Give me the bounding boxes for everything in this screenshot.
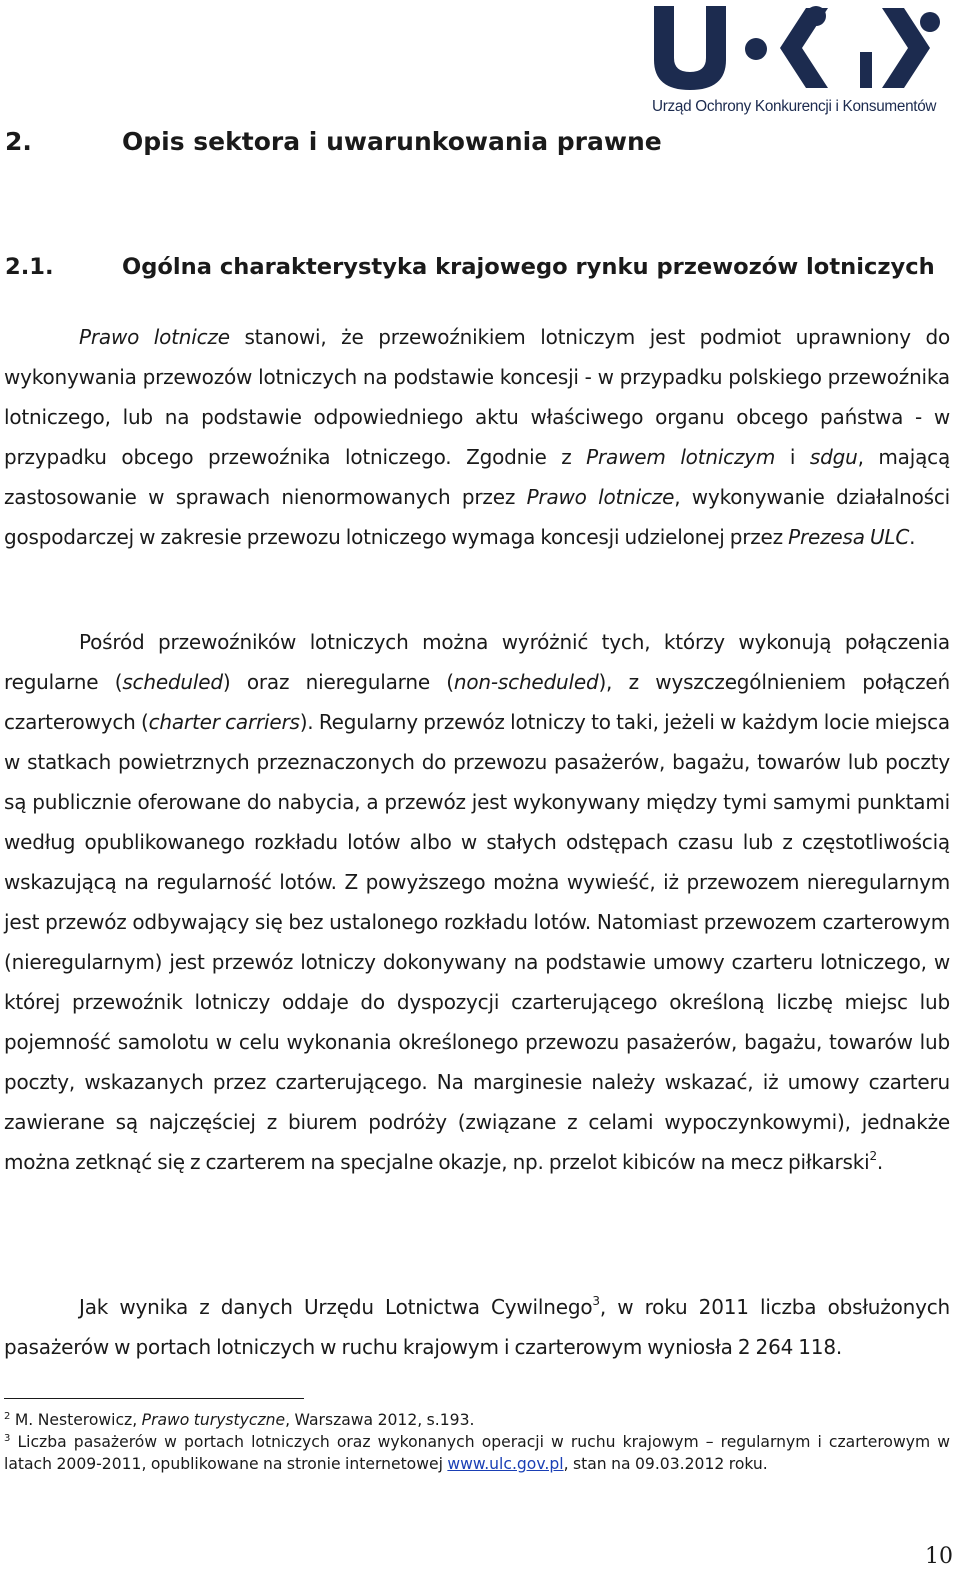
italic-term: Prezesa ULC	[788, 525, 910, 549]
italic-term: non-scheduled	[453, 670, 599, 694]
footnote-ref-3[interactable]: 3	[592, 1294, 600, 1308]
text-run: Jak wynika z danych Urzędu Lotnictwa Cywilnego	[79, 1295, 593, 1319]
text-run: .	[909, 525, 916, 549]
text-run: , mającą zastosowanie w sprawach nienormowanych przez	[4, 445, 950, 509]
footnote-separator	[4, 1398, 304, 1399]
italic-term: scheduled	[122, 670, 223, 694]
text-run: i	[775, 445, 810, 469]
text-run: , wykonywanie działalności gospodarczej w zakresie przewozu lotniczego wymaga koncesji udzielonej przez	[4, 485, 950, 549]
italic-term: charter carriers	[148, 710, 300, 734]
paragraph-1-text	[4, 317, 950, 557]
paragraph-3-text	[4, 1287, 950, 1367]
italic-term: sdgu	[809, 445, 858, 469]
uokik-logo-icon	[650, 2, 946, 98]
italic-term: Prawo lotnicze	[79, 325, 230, 349]
italic-term: Prawo lotnicze	[526, 485, 675, 509]
text-run: ). Regularny przewóz lotniczy to taki, jeżeli w każdym locie miejsca w statkach powietrznych przeznaczonych do przewozu pasażerów, bagażu, towarów lub poczty są publicznie oferowane do nabycia, a przewóz jest wykonywany między tymi samymi punktami według opublikowanego rozkładu lotów albo w stałych odstępach czasu lub z częstotliwością wskazującą na regularność lotów. Z powyższego można wywieść, iż przewozem nieregularnym jest przewóz odbywający się bez ustalonego rozkładu lotów. Natomiast przewozem czarterowym (nieregularnym) jest przewóz lotniczy dokonywany na podstawie umowy czarteru lotniczego, w której przewoźnik lotniczy oddaje do dyspozycji czarterującego określoną liczbę miejsc lub pojemność samolotu w celu wykonania określonego przewozu pasażerów, bagażu, towarów lub poczty, wskazanych przez czarterującego. Na marginesie należy wskazać, iż umowy czarteru zawierane są najczęściej z biurem podróży (związane z celami wypoczynkowymi), jednakże można zetknąć się z czarterem na specjalne okazje, np. przelot kibiców na mecz piłkarski	[4, 710, 950, 1174]
ulc-website-link[interactable]: www.ulc.gov.pl	[447, 1455, 564, 1473]
text-run: Liczba pasażerów w portach lotniczych oraz wykonanych operacji w ruchu krajowym – regularnym i czarterowym w latach 2009-2011, opublikowane na stronie internetowej	[4, 1433, 950, 1473]
uokik-logo	[650, 2, 946, 120]
text-run: , w roku 2011 liczba obsłużonych pasażerów w portach lotniczych w ruchu krajowym i czarterowym wyniosła 2 264 118.	[4, 1295, 950, 1359]
text-run: , Warszawa 2012, s.193.	[285, 1411, 475, 1429]
subsection-title: Ogólna charakterystyka krajowego rynku przewozów lotniczych	[122, 254, 935, 280]
text-run: Pośród przewoźników lotniczych można wyróżnić tych, którzy wykonują połączenia regularne (	[4, 630, 950, 694]
italic-term: Prawem lotniczym	[586, 445, 776, 469]
footnote-number: 3	[4, 1433, 11, 1444]
section-heading	[5, 127, 662, 156]
footnote-2	[4, 1409, 950, 1431]
section-number: 2.	[5, 127, 32, 156]
footnote-3	[4, 1431, 950, 1475]
footnote-ref-2[interactable]: 2	[869, 1149, 877, 1163]
logo-caption: Urząd Ochrony Konkurencji i Konsumentów	[652, 98, 937, 115]
text-run: ), z wyszczególnieniem połączeń czarterowych (	[4, 670, 950, 734]
footnote-number: 2	[4, 1411, 11, 1422]
text-run: ) oraz nieregularne (	[222, 670, 454, 694]
subsection-heading	[5, 254, 935, 280]
section-title: Opis sektora i uwarunkowania prawne	[122, 127, 662, 156]
paragraph-2-text	[4, 622, 950, 1182]
footnotes	[4, 1409, 950, 1475]
page-number: 10	[925, 1544, 953, 1569]
text-run: stanowi, że przewoźnikiem lotniczym jest podmiot uprawniony do wykonywania przewozów lotniczych na podstawie koncesji - w przypadku polskiego przewoźnika lotniczego, lub na podstawie odpowiedniego aktu właściwego organu obcego państwa - w przypadku obcego przewoźnika lotniczego. Zgodnie z	[4, 325, 950, 469]
text-run: .	[876, 1150, 884, 1174]
paragraph-1	[4, 317, 950, 557]
paragraph-2	[4, 622, 950, 1182]
text-run: M. Nesterowicz,	[10, 1411, 142, 1429]
text-run: , stan na 09.03.2012 roku.	[563, 1455, 768, 1473]
subsection-number: 2.1.	[5, 254, 54, 280]
paragraph-3	[4, 1287, 950, 1367]
italic-term: Prawo turystyczne	[141, 1411, 286, 1429]
